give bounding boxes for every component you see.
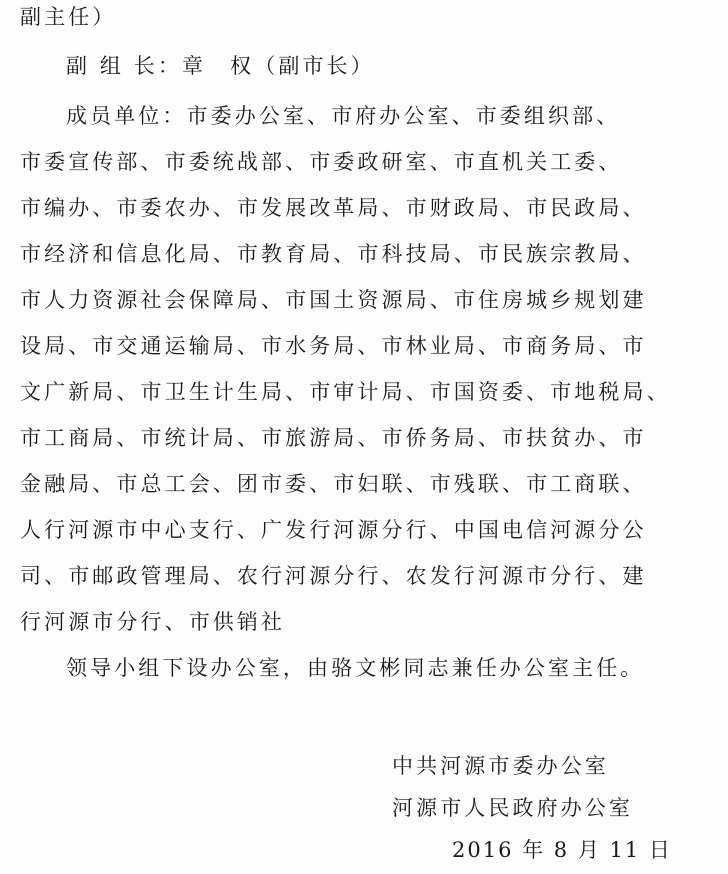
members-line: 司、市邮政管理局、农行河源分行、农发行河源市分行、建	[20, 564, 647, 588]
deputy-leader-line: 副 组 长：章 权（副市长）	[66, 54, 375, 78]
members-line: 市编办、市委农办、市发展改革局、市财政局、市民政局、	[20, 196, 647, 220]
members-line: 设局、市交通运输局、市水务局、市林业局、市商务局、市	[20, 334, 647, 358]
members-line: 人行河源市中心支行、广发行河源分行、中国电信河源分公	[20, 518, 647, 542]
members-line: 市人力资源社会保障局、市国土资源局、市住房城乡规划建	[20, 288, 647, 312]
continued-line: 副主任）	[20, 5, 117, 29]
members-line: 行河源市分行、市供销社	[20, 610, 286, 634]
members-line: 市工商局、市统计局、市旅游局、市侨务局、市扶贫办、市	[20, 426, 647, 450]
members-line: 文广新局、市卫生计生局、市审计局、市国资委、市地税局、	[20, 380, 671, 404]
issuer-name: 河源市人民政府办公室	[392, 796, 633, 820]
office-line: 领导小组下设办公室，由骆文彬同志兼任办公室主任。	[66, 656, 645, 680]
members-line: 市委宣传部、市委统战部、市委政研室、市直机关工委、	[20, 150, 623, 174]
signature-date: 2016 年 8 月 11 日	[452, 838, 672, 862]
members-line: 市经济和信息化局、市教育局、市科技局、市民族宗教局、	[20, 242, 647, 266]
members-line: 成员单位：市委办公室、市府办公室、市委组织部、	[66, 104, 621, 128]
members-line: 金融局、市总工会、团市委、市妇联、市残联、市工商联、	[20, 472, 647, 496]
issuer-name: 中共河源市委办公室	[392, 754, 609, 778]
